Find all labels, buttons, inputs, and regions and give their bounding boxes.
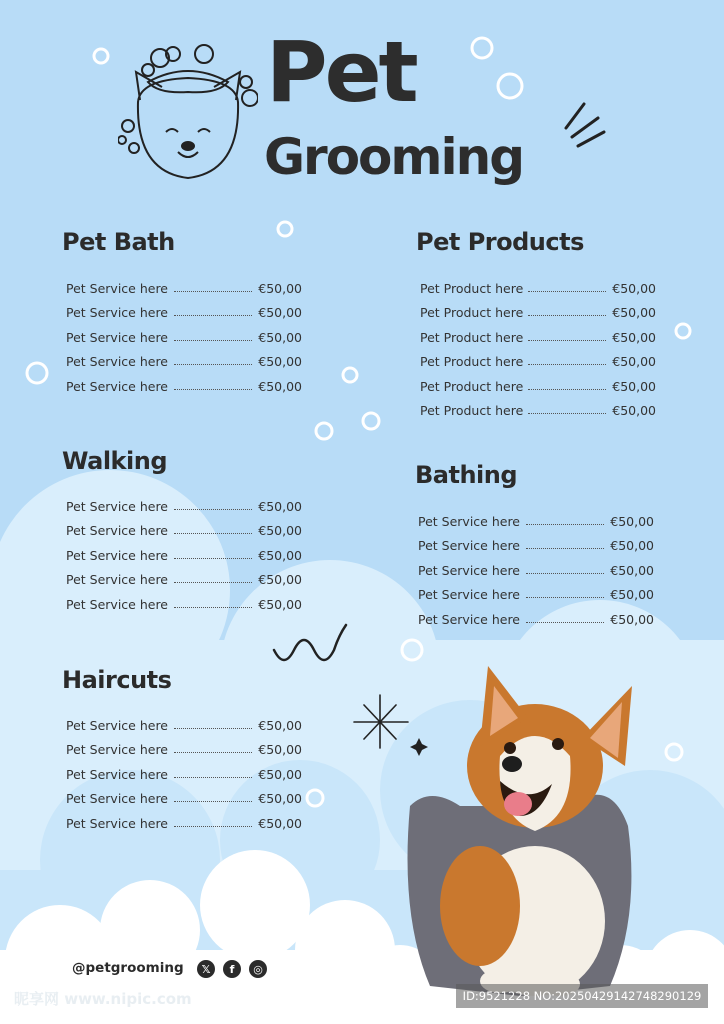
menu-item-price: €50,00 [258,305,302,321]
dotted-leader [528,389,606,390]
menu-item-name: Pet Service here [418,538,520,554]
menu-item-price: €50,00 [258,547,302,563]
menu-item-name: Pet Service here [66,766,168,782]
menu-item-name: Pet Service here [66,329,168,345]
menu-item-price: €50,00 [258,572,302,588]
dotted-leader [174,389,252,390]
menu-item-name: Pet Service here [66,572,168,588]
menu-item-name: Pet Service here [418,562,520,578]
menu-item [66,325,302,350]
menu-item [66,592,302,617]
menu-item [418,558,654,583]
menu-item-name: Pet Service here [418,513,520,529]
dotted-leader [174,315,252,316]
dotted-leader [174,582,252,583]
menu-item-price: €50,00 [258,791,302,807]
menu-item-price: €50,00 [612,329,656,345]
menu-item [418,607,654,632]
dotted-leader [528,364,606,365]
menu-pet-bath [66,276,302,399]
menu-item-price: €50,00 [610,611,654,627]
menu-item-name: Pet Service here [66,791,168,807]
menu-item-name: Pet Service here [66,523,168,539]
menu-item-name: Pet Product here [420,280,524,296]
menu-item-name: Pet Service here [66,305,168,321]
dotted-leader [526,573,604,574]
menu-item-price: €50,00 [258,523,302,539]
menu-item-name: Pet Product here [420,403,524,419]
menu-item [420,301,656,326]
menu-item [66,713,302,738]
menu-item-price: €50,00 [258,280,302,296]
corgi-photo [370,656,650,1001]
menu-item-price: €50,00 [258,815,302,831]
menu-item-name: Pet Service here [66,717,168,733]
menu-item [66,568,302,593]
x-icon[interactable]: 𝕏 [197,960,215,978]
menu-item-name: Pet Service here [66,378,168,394]
dotted-leader [174,752,252,753]
menu-item-price: €50,00 [258,717,302,733]
menu-item-price: €50,00 [610,587,654,603]
menu-item [420,350,656,375]
menu-item-price: €50,00 [610,562,654,578]
menu-item-name: Pet Product here [420,305,524,321]
section-title-pet-products: Pet Products [416,228,584,256]
menu-item-price: €50,00 [258,354,302,370]
menu-item [66,374,302,399]
menu-item-price: €50,00 [612,354,656,370]
menu-item-price: €50,00 [612,305,656,321]
title-line2: Grooming [264,128,524,186]
dotted-leader [526,548,604,549]
dotted-leader [174,728,252,729]
dotted-leader [174,340,252,341]
dotted-leader [528,340,606,341]
dotted-leader [174,777,252,778]
watermark-left: 昵享网 www.nipic.com [14,990,192,1008]
menu-item-price: €50,00 [258,329,302,345]
menu-item-price: €50,00 [258,766,302,782]
dotted-leader [174,533,252,534]
menu-item [66,543,302,568]
dotted-leader [528,413,606,414]
menu-item [66,276,302,301]
dotted-leader [174,558,252,559]
menu-item-name: Pet Service here [418,611,520,627]
menu-item [418,509,654,534]
menu-item-name: Pet Service here [66,280,168,296]
section-title-walking: Walking [62,447,167,475]
menu-walking [66,494,302,617]
menu-item-name: Pet Service here [66,547,168,563]
dotted-leader [174,364,252,365]
menu-item [418,583,654,608]
menu-item-name: Pet Product here [420,354,524,370]
menu-item-price: €50,00 [612,403,656,419]
watermark-right: ID:9521228 NO:20250429142748290129 [456,984,708,1008]
section-title-pet-bath: Pet Bath [62,228,175,256]
menu-item-price: €50,00 [610,538,654,554]
menu-item-name: Pet Product here [420,329,524,345]
dotted-leader [174,826,252,827]
menu-item [420,399,656,424]
menu-item [418,534,654,559]
dotted-leader [528,291,606,292]
menu-haircuts [66,713,302,836]
title-line1: Pet [266,23,416,121]
menu-item-price: €50,00 [258,498,302,514]
menu-item [66,494,302,519]
menu-bathing [418,509,654,632]
menu-item-price: €50,00 [610,513,654,529]
dotted-leader [526,524,604,525]
menu-item-name: Pet Service here [66,815,168,831]
menu-item [420,276,656,301]
menu-item [66,301,302,326]
menu-item-name: Pet Service here [66,498,168,514]
menu-item-name: Pet Service here [66,354,168,370]
menu-item [66,811,302,836]
menu-item [66,762,302,787]
menu-item [66,787,302,812]
menu-item-price: €50,00 [612,378,656,394]
menu-item [66,350,302,375]
dotted-leader [526,597,604,598]
menu-item-name: Pet Service here [418,587,520,603]
menu-item [66,519,302,544]
dog-logo-icon [118,42,258,182]
section-title-bathing: Bathing [415,461,518,489]
menu-item-name: Pet Product here [420,378,524,394]
menu-item [420,374,656,399]
social-handle[interactable]: @petgrooming [72,960,184,976]
menu-item [420,325,656,350]
dotted-leader [174,801,252,802]
section-title-haircuts: Haircuts [62,666,172,694]
dotted-leader [528,315,606,316]
menu-item-price: €50,00 [258,378,302,394]
instagram-icon[interactable]: ◎ [249,960,267,978]
facebook-icon[interactable]: f [223,960,241,978]
menu-item-name: Pet Service here [66,742,168,758]
dotted-leader [174,509,252,510]
menu-item-price: €50,00 [258,596,302,612]
menu-item-name: Pet Service here [66,596,168,612]
dotted-leader [174,607,252,608]
menu-item-price: €50,00 [612,280,656,296]
menu-pet-products [420,276,656,423]
dotted-leader [174,291,252,292]
dotted-leader [526,622,604,623]
menu-item [66,738,302,763]
menu-item-price: €50,00 [258,742,302,758]
